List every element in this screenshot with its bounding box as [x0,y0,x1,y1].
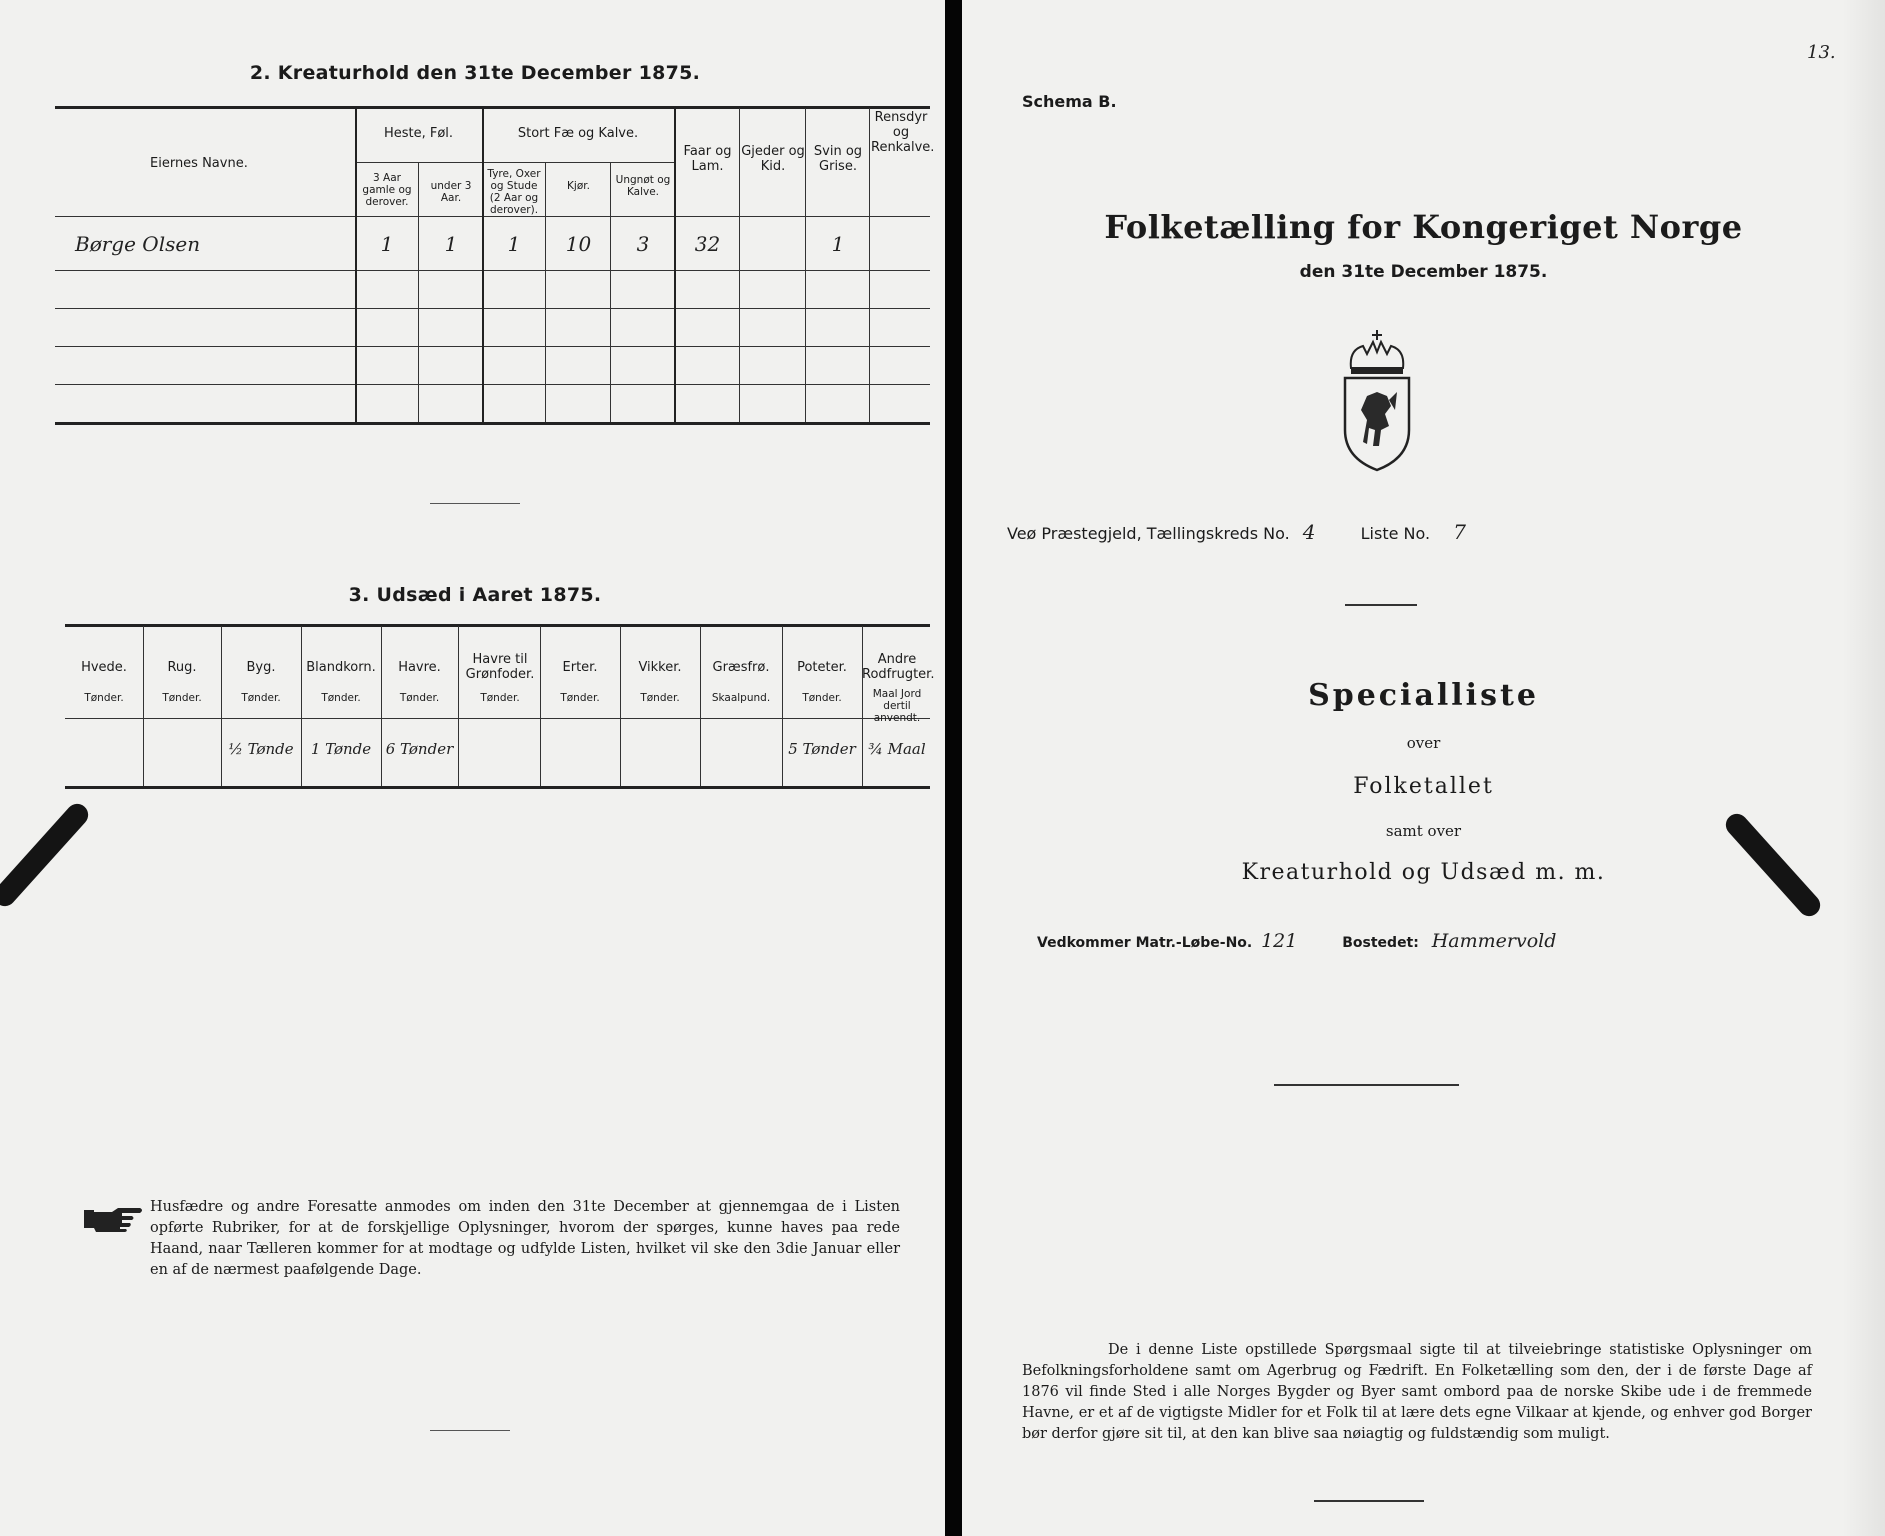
vetch-header: Vikker. [638,660,682,675]
separator [1345,604,1417,606]
bosted-label: Bostedet: [1342,935,1419,951]
table3-col-rule [540,626,541,786]
clip-shadow [0,799,93,910]
separator [430,1430,510,1431]
table3-bottom-rule [65,786,930,789]
rye-header: Rug. [167,660,197,675]
cell-value: 1 [444,232,458,256]
separator [430,503,520,504]
peas-header: Erter. [562,660,598,675]
grass-seed-header: Græsfrø. [712,660,770,675]
grass-seed-unit: Skaalpund. [711,692,771,704]
kreds-value: 4 [1302,520,1316,544]
folketallet-text: Folketallet [1353,774,1494,799]
liste-label: Liste No. [1360,524,1431,543]
table2-top-rule [55,106,930,109]
table2-col-rule [869,108,870,422]
table2-col-rule [610,162,611,422]
cell-value: 10 [565,232,592,256]
owner-name-header: Eiernes Navne. [150,156,248,171]
root-crops-header: Andre Rodfrugter. [862,652,935,682]
table2-row-rule [55,308,930,309]
cell-value: 1 Tønde [310,740,372,758]
table3-col-rule [458,626,459,786]
reindeer-header: Rensdyr og Renkalve. [871,110,935,155]
table3-col-rule [143,626,144,786]
peas-unit: Tønder. [560,692,600,704]
barley-header: Byg. [246,660,276,675]
kreaturhold-text: Kreaturhold og Udsæd m. m. [1241,860,1606,885]
table2-col-rule [805,108,806,422]
table2-row-rule [55,346,930,347]
matr-value: 121 [1261,930,1298,952]
root-crops-unit: Maal Jord dertil anvendt. [872,688,922,724]
kreds-label: Tællingskreds No. [1146,524,1290,543]
table3-col-rule [221,626,222,786]
matr-line [1037,930,1556,952]
horses-group-header: Heste, Føl. [383,126,454,141]
table3-col-rule [381,626,382,786]
horses-3yrs-header: 3 Aar gamle og derover. [362,172,412,208]
wheat-unit: Tønder. [84,692,124,704]
footer-text: De i denne Liste opstillede Spørgsmaal sigte til at tilveiebringe statistiske Oplysninger om Befolkningsforholdene samt om Agerbrug og Fædrift. En Folketælling som den, der i de første Dage af 1876 vil finde Sted i alle Norges Bygder og Byer samt ombord paa de norske Skibe ude i de fremmede Havne, er et af de vigtigste Midler for et Folk til at lære dets egne Vilkaar at kjende, og enhver god Borger bør derfor gjøre sit til, at den kan blive saa nøiagtig og fuldstændig som muligt. [1022,1342,1812,1442]
table2-row-rule [55,270,930,271]
green-oats-header: Havre til Grønfoder. [465,652,535,682]
book-gutter [945,0,962,1536]
potatoes-unit: Tønder. [802,692,842,704]
cell-value: ½ Tønde [228,740,294,758]
page-edge-shadow [1842,0,1885,1536]
table2-bottom-rule [55,422,930,425]
table3-col-rule [782,626,783,786]
table2-col-rule [739,108,740,422]
table3-top-rule [65,624,930,627]
prestegjeld-label: Veø Præstegjeld, [1007,524,1142,543]
oats-header: Havre. [398,660,441,675]
pointing-hand-icon [82,1200,144,1236]
mixed-grain-unit: Tønder. [321,692,361,704]
barley-unit: Tønder. [241,692,281,704]
table2-col-rule [355,108,357,422]
oats-unit: Tønder. [399,692,440,704]
mixed-grain-header: Blandkorn. [306,660,376,675]
schema-label: Schema B. [1022,92,1117,111]
cell-value: 32 [694,232,721,256]
owner-name: Børge Olsen [75,232,201,256]
table3-col-rule [700,626,701,786]
separator [1314,1500,1424,1502]
date-line: den 31te December 1875. [1299,262,1548,282]
sheep-header: Faar og Lam. [683,144,732,174]
bosted-value: Hammervold [1431,930,1557,952]
cell-value: 1 [831,232,845,256]
table3-col-rule [620,626,621,786]
bulls-header: Tyre, Oxer og Stude (2 Aar og derover). [487,168,541,216]
table2-col-rule [482,108,484,422]
rye-unit: Tønder. [162,692,202,704]
cell-value: 3 [636,232,650,256]
matr-label: Vedkommer Matr.-Løbe-No. [1037,935,1253,951]
norwegian-lion-coat-of-arms-icon [1337,330,1417,472]
potatoes-header: Poteter. [797,660,847,675]
cell-value: 1 [507,232,521,256]
table2-row-rule [55,384,930,385]
wheat-header: Hvede. [81,660,127,675]
cell-value: 6 Tønder [385,740,454,758]
cattle-group-header: Stort Fæ og Kalve. [517,126,639,141]
cell-value: ¾ Maal [868,740,926,758]
specialliste-title: Specialliste [1308,678,1539,713]
green-oats-unit: Tønder. [480,692,520,704]
table2-group-rule [482,162,674,163]
pigs-header: Svin og Grise. [813,144,863,174]
table3-col-rule [301,626,302,786]
horses-under3-header: under 3 Aar. [430,180,472,204]
table2-group-rule [355,162,485,163]
cell-value: 1 [380,232,394,256]
young-cattle-header: Ungnøt og Kalve. [615,174,671,198]
cell-value: 5 Tønder [788,740,856,758]
cows-header: Kjør. [567,180,590,192]
table2-header-rule [55,216,930,217]
table3-header-rule [65,718,930,719]
main-title: Folketælling for Kongeriget Norge [1104,208,1743,246]
section3-title: 3. Udsæd i Aaret 1875. [348,584,602,606]
page-number: 13. [1807,42,1836,63]
table2-col-rule [418,162,419,422]
vetch-unit: Tønder. [640,692,680,704]
table2-col-rule [545,162,546,422]
goats-header: Gjeder og Kid. [741,144,805,174]
over-text: over [1406,734,1441,752]
right-page [962,0,1885,1536]
liste-value: 7 [1453,520,1466,544]
district-line [1007,520,1466,544]
notice-text: Husfædre og andre Foresatte anmodes om inden den 31te December at gjennemgaa de i Listen opførte Rubriker, for at de forskjellige Oplysninger, hvorom der spørges, kunne haves paa rede Haand, naar Tælleren kommer for at modtage og udfylde Listen, hvilket vil ske den 3die Januar eller en af de nærmest paafølgende Dage. [150,1199,900,1278]
section2-title: 2. Kreaturhold den 31te December 1875. [249,62,701,84]
samt-over-text: samt over [1385,822,1462,840]
separator [1274,1084,1459,1086]
